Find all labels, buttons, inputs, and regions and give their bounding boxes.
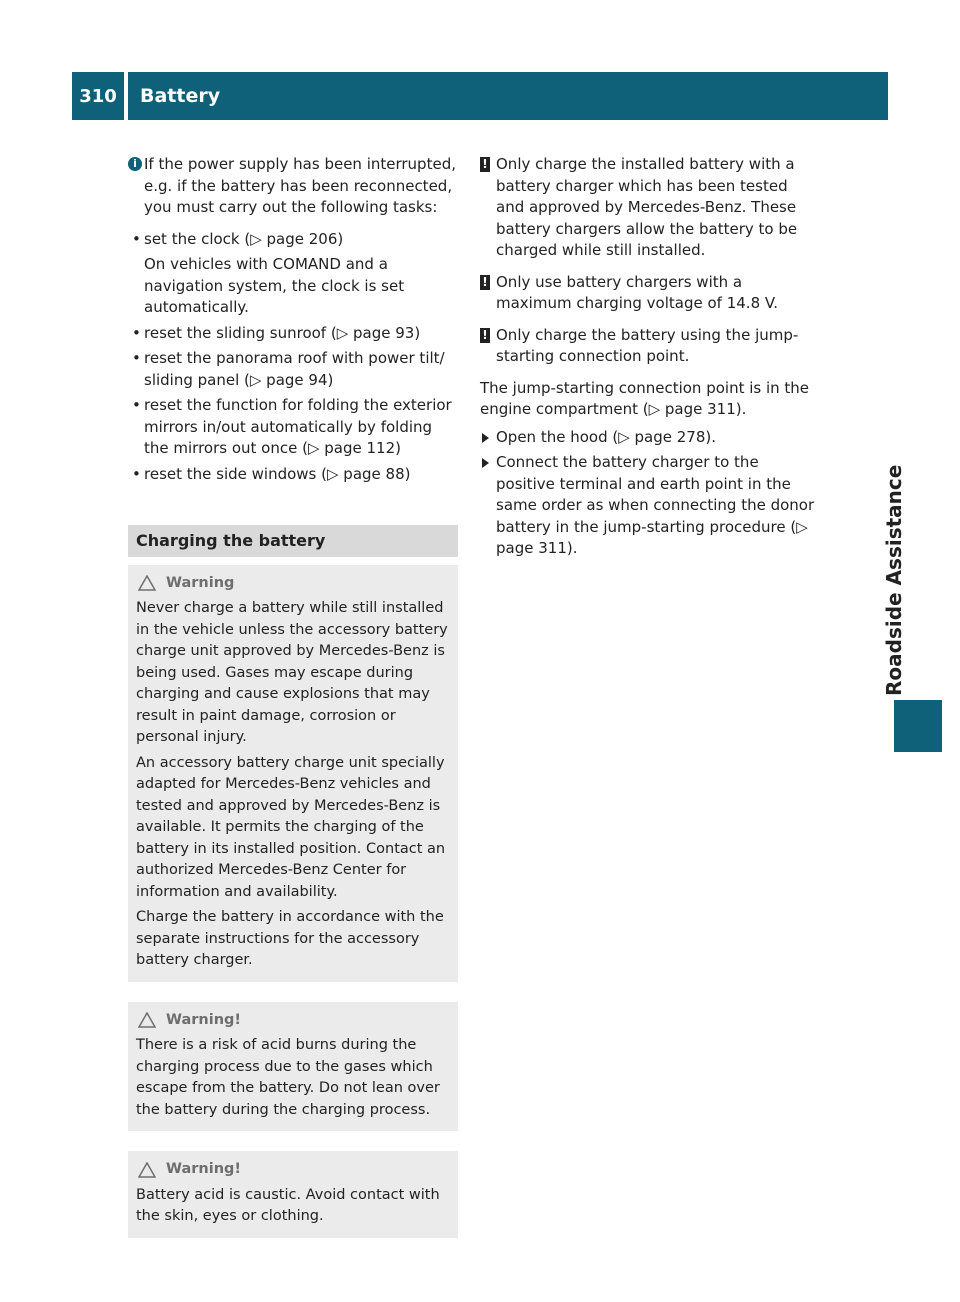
list-item (128, 229, 458, 319)
right-column (480, 154, 820, 564)
caution-note-text: Only charge the battery using the jump-starting connection point. (496, 325, 799, 365)
list-item (128, 395, 458, 460)
list-item (480, 427, 820, 449)
warning-title-text: Warning (166, 574, 235, 591)
warning-paragraph: An accessory battery charge unit specially adapted for Mercedes-Benz vehicles and tested and approved by Mercedes-Benz is available. It permits the charging of the battery in its installed position. Contact an authorized Mercedes-Benz Center for information and availability. (136, 754, 446, 900)
bullet-icon: • (132, 464, 141, 483)
list-item (128, 464, 458, 486)
list-item-subtext: On vehicles with COMAND and a navigation system, the clock is set automatically. (144, 255, 405, 316)
warning-box (128, 1151, 458, 1238)
warning-triangle-icon (138, 1162, 156, 1178)
info-icon: i (128, 157, 142, 171)
body-text: The jump-starting connection point is in the engine compartment (▷ page 311). (480, 378, 810, 418)
list-item-text: reset the function for folding the exterior mirrors in/out automatically by folding the mirrors out once (▷ page 112) (144, 396, 452, 457)
warning-title (136, 1010, 450, 1032)
caution-note-text: Only charge the installed battery with a battery charger which has been tested and approved by Mercedes-Benz. These battery chargers allow the battery to be charged while still installed. (496, 155, 798, 259)
bullet-icon: • (132, 396, 141, 414)
exclamation-icon: ! (480, 157, 490, 172)
bullet-icon: • (132, 229, 141, 248)
page-number: 310 (72, 72, 124, 120)
warning-paragraph: Charge the battery in accordance with the separate instructions for the accessory battery charger. (136, 909, 444, 968)
warning-title-text: Warning! (166, 1161, 242, 1177)
exclamation-icon: ! (480, 328, 490, 343)
left-column (128, 154, 458, 1238)
caution-note (480, 154, 820, 262)
page-title: Battery (128, 72, 888, 120)
exclamation-icon: ! (480, 275, 490, 290)
bullet-icon: • (132, 323, 141, 342)
warning-title-text: Warning! (166, 1011, 242, 1028)
info-note-text: If the power supply has been interrupted, e.g. if the battery has been reconnected, you must carry out the following tasks: (144, 155, 456, 216)
side-tab-block (894, 700, 942, 752)
section-heading: Charging the battery (128, 525, 458, 557)
list-item (128, 323, 458, 345)
warning-title (136, 1159, 450, 1181)
warning-paragraph: Never charge a battery while still installed in the vehicle unless the accessory battery charge unit approved by Mercedes-Benz is being used. Gases may escape during charging and cause explosions that may result in paint damage, corrosion or personal injury. (136, 600, 448, 745)
side-tab-label: Roadside Assistance (882, 464, 906, 696)
warning-box (128, 565, 458, 982)
list-item (128, 348, 458, 391)
caution-note (480, 272, 820, 315)
caution-note (480, 325, 820, 368)
list-item-text: set the clock (▷ page 206) (144, 229, 344, 248)
list-item-text: Open the hood (▷ page 278). (496, 427, 717, 446)
list-item-text: reset the sliding sunroof (▷ page 93) (144, 323, 421, 342)
warning-paragraph: There is a risk of acid burns during the charging process due to the gases which escape from the battery. Do not lean over the battery during the charging process. (136, 1037, 440, 1118)
list-item (480, 452, 820, 560)
warning-box (128, 1002, 458, 1132)
task-list (128, 229, 458, 486)
warning-triangle-icon (138, 1012, 156, 1028)
list-item-text: reset the side windows (▷ page 88) (144, 464, 411, 483)
step-arrow-icon (482, 458, 489, 468)
warning-triangle-icon (138, 575, 156, 591)
info-note (128, 154, 458, 219)
step-list (480, 427, 820, 560)
step-arrow-icon (482, 433, 489, 443)
list-item-text: Connect the battery charger to the positive terminal and earth point in the same order as when connecting the donor battery in the jump-starting procedure (▷ page 311). (496, 453, 815, 557)
list-item-text: reset the panorama roof with power tilt/ sliding panel (▷ page 94) (144, 349, 445, 389)
caution-note-text: Only use battery chargers with a maximum charging voltage of 14.8 V. (496, 272, 778, 312)
bullet-icon: • (132, 349, 141, 367)
warning-paragraph: Battery acid is caustic. Avoid contact with the skin, eyes or clothing. (136, 1186, 440, 1224)
warning-title (136, 573, 450, 595)
